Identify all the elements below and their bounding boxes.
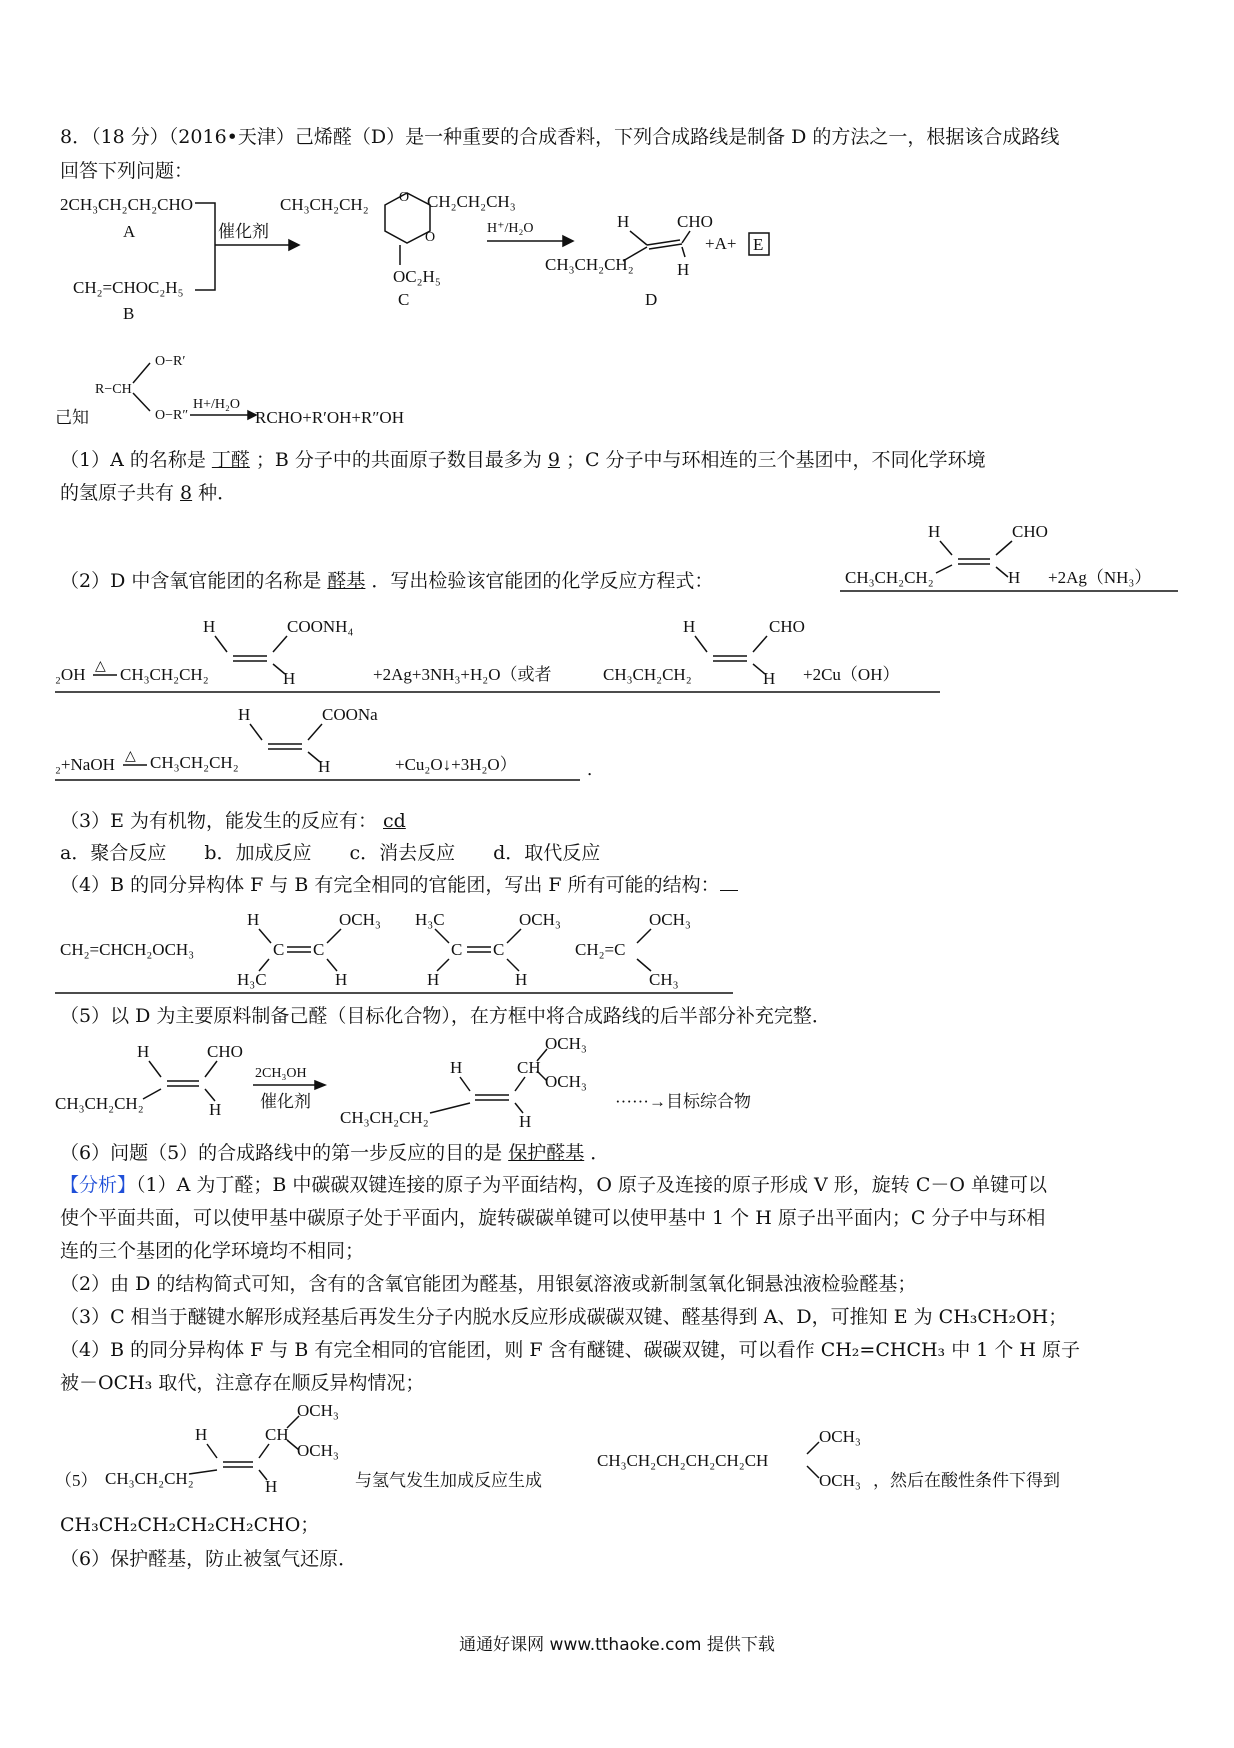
analysis-p1-a xyxy=(60,1172,1047,1198)
analysis-p5-product: CH₃CH₂CH₂CH₂CH₂CHO； xyxy=(60,1514,320,1536)
q5-och3-top: OCH₃ xyxy=(545,1035,587,1053)
compound-c-substituent: OC₂H₅ xyxy=(393,267,441,286)
q1-text-c: ；C 分子中与环相连的三个基团中，不同化学环境 xyxy=(565,449,986,471)
isomer-2-h-top: H xyxy=(247,910,260,929)
q1-answer-b: 9 xyxy=(547,449,560,471)
q2-alt-h-top: H xyxy=(683,617,696,636)
q4-blank xyxy=(720,890,738,891)
known-r-ch: R−CH xyxy=(95,382,132,397)
q2-product1-group: COONH₄ xyxy=(287,617,354,636)
q5-p-h-bottom: H xyxy=(519,1112,532,1131)
analysis-p5-end: ，然后在酸性条件下得到 xyxy=(873,1471,1060,1490)
q2-product1-h-bottom: H xyxy=(283,669,296,688)
q2-equation-line3 xyxy=(55,700,615,790)
q5-d-h-bottom: H xyxy=(209,1100,222,1119)
q2-answer-a: 醛基 xyxy=(327,570,366,592)
analysis-p6: （6）保护醛基，防止被氢气还原． xyxy=(60,1548,358,1570)
q2-text-a: （2）D 中含氧官能团的名称是 xyxy=(60,570,322,592)
ring-oxygen-2: O xyxy=(425,230,436,245)
compound-d-chain: CH₃CH₂CH₂ xyxy=(545,255,634,274)
catalyst-label: 催化剂 xyxy=(218,222,269,241)
compound-b-formula: CH₂=CHOC₂H₅ xyxy=(73,278,184,297)
synthesis-scheme-1 xyxy=(55,185,885,355)
analysis-s1-och3-bottom: OCH₃ xyxy=(297,1441,339,1460)
q2-line2-prefix: ₂OH xyxy=(55,665,86,684)
q5-route xyxy=(55,1035,855,1135)
known-condition: H+/H₂O xyxy=(193,397,240,412)
isomer-2-h3c: H₃C xyxy=(237,970,267,989)
q2-cho: CHO xyxy=(1012,522,1048,541)
compound-c-left-chain: CH₃CH₂CH₂ xyxy=(280,195,369,214)
q3-options: a．聚合反应 b．加成反应 c．消去反应 d．取代反应 xyxy=(60,842,601,864)
question-intro-line2: 回答下列问题： xyxy=(60,160,194,182)
q2-product2-tail: +Cu₂O↓+3H₂O） xyxy=(395,755,517,774)
q1-line2 xyxy=(60,480,236,506)
q2-end: ． xyxy=(587,760,604,779)
analysis-s1-och3-top: OCH₃ xyxy=(297,1401,339,1420)
q2-line1 xyxy=(60,568,713,594)
q2-alt-chain: CH₃CH₂CH₂ xyxy=(603,665,692,684)
q4-isomers xyxy=(55,905,735,995)
analysis-s1-chain: CH₃CH₂CH₂ xyxy=(105,1469,194,1488)
analysis-s2-och3-bottom: OCH₃ xyxy=(819,1471,861,1490)
q1-text-e: 种． xyxy=(198,482,237,504)
q2-heat-2: △ xyxy=(125,749,136,764)
known-products: RCHO+R′OH+R″OH xyxy=(255,408,404,427)
q6-line xyxy=(60,1140,609,1166)
q2-product1-chain: CH₃CH₂CH₂ xyxy=(120,665,209,684)
analysis-p4-b: 被－OCH₃ 取代，注意存在顺反异构情况； xyxy=(60,1372,425,1394)
q2-product2-h-bottom: H xyxy=(318,757,331,776)
analysis-s1-h-bottom: H xyxy=(265,1477,278,1496)
q2-reagent-1: +2Ag（NH₃） xyxy=(1048,568,1152,587)
q6-end: ． xyxy=(590,1142,610,1164)
q2-reagent-2: +2Cu（OH） xyxy=(803,665,900,684)
q2-product2-h-top: H xyxy=(238,705,251,724)
isomer-3-h-left: H xyxy=(427,970,440,989)
q5-och3-bottom: OCH₃ xyxy=(545,1072,587,1091)
q2-equation-line2 xyxy=(55,608,945,698)
isomer-3-c2: C xyxy=(493,940,505,959)
compound-d-h-bottom: H xyxy=(677,260,690,279)
q2-alt-cho: CHO xyxy=(769,617,805,636)
hydrolysis-reagent: H⁺/H₂O xyxy=(487,221,534,236)
q5-d-h-top: H xyxy=(137,1042,150,1061)
analysis-s1-h-top: H xyxy=(195,1425,208,1444)
q5-d-chain: CH₃CH₂CH₂ xyxy=(55,1094,144,1113)
q1-answer-a: 丁醛 xyxy=(211,449,250,471)
analysis-p4-a: （4）B 的同分异构体 F 与 B 有完全相同的官能团，则 F 含有醚键、碳碳双键，可以看作 CH₂=CHCH₃ 中 1 个 H 原子 xyxy=(60,1339,1081,1361)
q5-p-h-top: H xyxy=(450,1058,463,1077)
isomer-2-c1: C xyxy=(273,940,285,959)
q5-d-cho: CHO xyxy=(207,1042,243,1061)
q2-h-top: H xyxy=(928,522,941,541)
analysis-p5-structures xyxy=(55,1400,1175,1510)
isomer-3-c1: C xyxy=(451,940,463,959)
q5-p-chain: CH₃CH₂CH₂ xyxy=(340,1108,429,1127)
q3-answer: cd xyxy=(383,810,406,832)
q2-product1-h-top: H xyxy=(203,617,216,636)
analysis-p1-b: 使个平面共面，可以使甲基中碳原子处于平面内，旋转碳碳单键可以使甲基中 1 个 H 原子出平面内；C 分子中与环相 xyxy=(60,1207,1046,1229)
isomer-3-h3c: H₃C xyxy=(415,910,445,929)
compound-d-label: D xyxy=(645,290,658,309)
q4-text-a: （4）B 的同分异构体 F 与 B 有完全相同的官能团，写出 F 所有可能的结构： xyxy=(60,874,720,896)
isomer-4-ch2c: CH₂=C xyxy=(575,940,626,959)
q4-line1 xyxy=(60,872,738,898)
known-or1: O−R′ xyxy=(155,354,186,369)
q1-text-a: （1）A 的名称是 xyxy=(60,449,206,471)
q5-reagent: 2CH₃OH xyxy=(255,1066,307,1081)
q1-text-d: 的氢原子共有 xyxy=(60,482,175,504)
compound-a-formula: 2CH₃CH₂CH₂CHO xyxy=(60,195,194,214)
compound-e-box: E xyxy=(753,235,764,254)
q2-line3-prefix: ₂+NaOH xyxy=(55,755,115,774)
q2-reactant-structure xyxy=(840,515,1180,595)
q2-h-bottom: H xyxy=(1008,568,1021,587)
isomer-3-och3: OCH₃ xyxy=(519,910,561,929)
plus-a: +A+ xyxy=(705,234,737,253)
q5-catalyst: 催化剂 xyxy=(260,1092,311,1111)
isomer-3-h-right: H xyxy=(515,970,528,989)
isomer-1: CH₂=CHCH₂OCH₃ xyxy=(60,940,195,959)
analysis-s1-ch: CH xyxy=(265,1425,289,1444)
known-or2: O−R″ xyxy=(155,408,189,423)
compound-d-h-top: H xyxy=(617,212,630,231)
q1-text-b: ；B 分子中的共面原子数目最多为 xyxy=(255,449,542,471)
compound-c-label: C xyxy=(398,290,410,309)
analysis-s2-och3-top: OCH₃ xyxy=(819,1427,861,1446)
q5-line1: （5）以 D 为主要原料制备己醛（目标化合物），在方框中将合成路线的后半部分补充完整． xyxy=(60,1005,831,1027)
q2-text-b: ．写出检验该官能团的化学反应方程式： xyxy=(371,570,714,592)
compound-a-label: A xyxy=(123,222,136,241)
q2-chain: CH₃CH₂CH₂ xyxy=(845,568,934,587)
analysis-p1-c: 连的三个基团的化学环境均不相同； xyxy=(60,1240,365,1262)
ring-oxygen-1: O xyxy=(399,190,410,205)
isomer-2-c2: C xyxy=(313,940,325,959)
q6-text-a: （6）问题（5）的合成路线中的第一步反应的目的是 xyxy=(60,1142,503,1164)
analysis-p1-a-text: （1）A 为丁醛；B 中碳碳双键连接的原子为平面结构，O 原子及连接的原子形成 V 形，旋转 C－O 单键可以 xyxy=(136,1174,1047,1196)
q1-answer-c: 8 xyxy=(180,482,193,504)
q5-acetal-ch: CH xyxy=(517,1058,541,1077)
q2-heat-1: △ xyxy=(95,659,106,674)
known-reaction xyxy=(55,345,495,435)
analysis-p5-label: （5） xyxy=(55,1471,98,1490)
analysis-p3: （3）C 相当于醚键水解形成羟基后再发生分子内脱水反应形成碳碳双键、醛基得到 A、D，可推知 E 为 CH₃CH₂OH； xyxy=(60,1306,1068,1328)
compound-b-label: B xyxy=(123,304,135,323)
isomer-2-och3: OCH₃ xyxy=(339,910,381,929)
page-footer: 通通好课网 www.tthaoke.com 提供下载 xyxy=(459,1635,775,1655)
q2-product1-tail: +2Ag+3NH₃+H₂O（或者 xyxy=(373,665,552,684)
known-label: 己知 xyxy=(55,408,89,427)
q6-answer: 保护醛基 xyxy=(508,1142,585,1164)
q5-target: ······→目标综合物 xyxy=(615,1092,751,1111)
q2-product2-chain: CH₃CH₂CH₂ xyxy=(150,753,239,772)
compound-c-right-chain: CH₂CH₂CH₃ xyxy=(427,192,516,211)
q2-alt-h-bottom: H xyxy=(763,669,776,688)
question-intro-line1: 8．（18 分）（2016•天津）己烯醛（D）是一种重要的合成香料，下列合成路线是制备 D 的方法之一，根据该合成路线 xyxy=(60,126,1060,148)
isomer-4-och3: OCH₃ xyxy=(649,910,691,929)
isomer-4-ch3: CH₃ xyxy=(649,970,679,989)
q3-line1 xyxy=(60,808,412,834)
q2-product2-group: COONa xyxy=(322,705,378,724)
isomer-2-h-bottom: H xyxy=(335,970,348,989)
analysis-tag: 【分析】 xyxy=(60,1174,137,1196)
compound-d-cho: CHO xyxy=(677,212,713,231)
q1-line1 xyxy=(60,447,986,473)
analysis-p5-mid: 与氢气发生加成反应生成 xyxy=(355,1471,542,1490)
q3-text-a: （3）E 为有机物，能发生的反应有： xyxy=(60,810,377,832)
analysis-p2: （2）由 D 的结构简式可知，含有的含氧官能团为醛基，用银氨溶液或新制氢氧化铜悬浊液检验醛基； xyxy=(60,1273,917,1295)
analysis-p5-saturated: CH₃CH₂CH₂CH₂CH₂CH xyxy=(597,1451,769,1470)
